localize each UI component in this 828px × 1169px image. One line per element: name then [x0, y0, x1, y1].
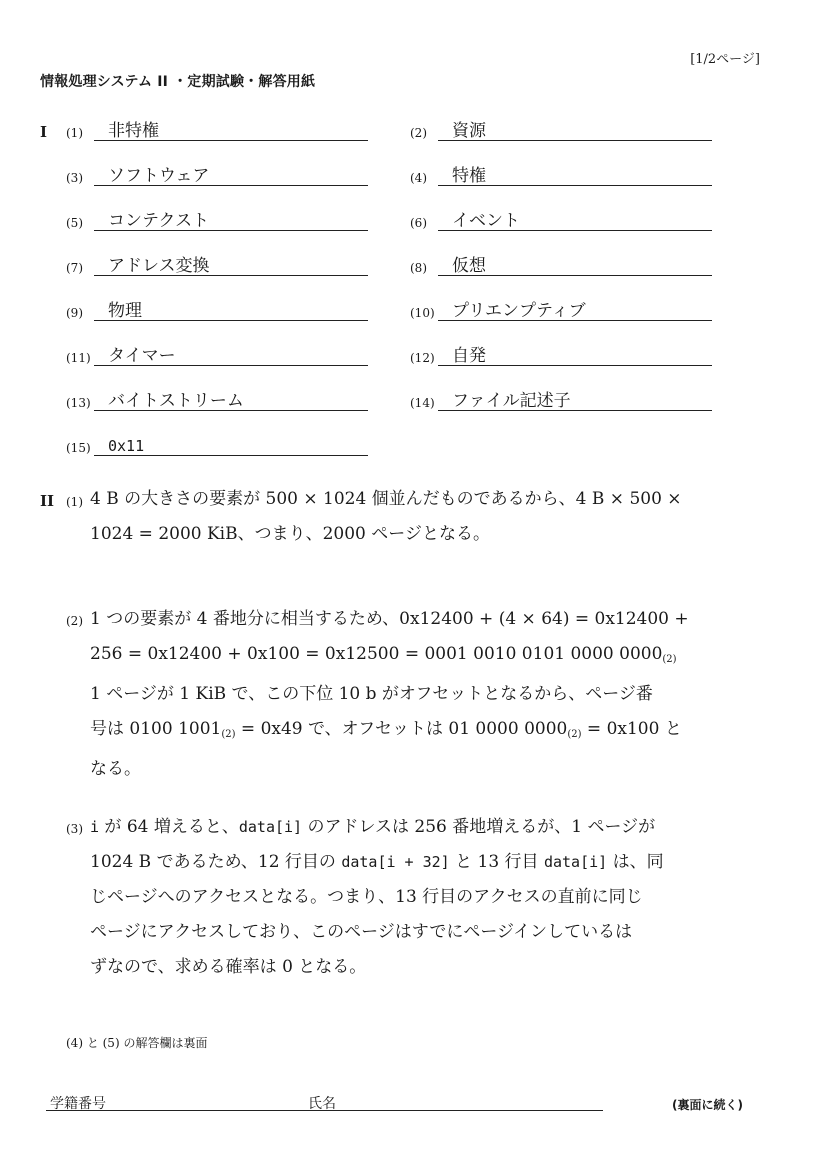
answer-field: ファイル記述子	[438, 392, 712, 411]
answer-number: (9)	[66, 306, 83, 320]
q2-line: 1 つの要素が 4 番地分に相当するため、0x12400 + (4 × 64) = 0x12400 +	[90, 609, 689, 629]
q2-line: 号は 0100 $1001_{(2)} = 0x49$ で、オフセットは 01 0000 $0000_{(2)} = 0x100$ と	[90, 719, 682, 740]
q2-line: 256 = 0x12400 + 0x100 = 0x12500 = 0001 0010 0101 0000 $0000_{(2)}$	[90, 644, 677, 665]
q2-line: 1 ページが 1 KiB で、この下位 10 b がオフセットとなるから、ページ番	[90, 684, 653, 704]
q2-number: (2)	[66, 614, 83, 628]
answer-number: (14)	[410, 396, 435, 410]
answer-number: (11)	[66, 351, 91, 365]
answer-field: ソフトウェア	[94, 167, 368, 186]
q1-line: 1024 = 2000 KiB、つまり、2000 ページとなる。	[90, 524, 490, 544]
q3-line: じページへのアクセスとなる。つまり、13 行目のアクセスの直前に同じ	[90, 887, 643, 907]
q3-number: (3)	[66, 822, 83, 836]
answer-field: アドレス変換	[94, 257, 368, 276]
answer-number: (5)	[66, 216, 83, 230]
answer-field: コンテクスト	[94, 212, 368, 231]
footer-signature-line	[46, 1110, 603, 1111]
answer-number: (1)	[66, 126, 83, 140]
answer-number: (15)	[66, 441, 91, 455]
answer-field: タイマー	[94, 347, 368, 366]
q1-answer	[90, 482, 702, 552]
answer-number: (6)	[410, 216, 427, 230]
answer-field: 特権	[438, 167, 712, 186]
page-number: [1/2ページ]	[690, 52, 760, 67]
answer-field: 自発	[438, 347, 712, 366]
q2-line: なる。	[90, 759, 141, 779]
back-side-note: (4) と (5) の解答欄は裏面	[66, 1036, 208, 1050]
answer-number: (7)	[66, 261, 83, 275]
answer-number: (3)	[66, 171, 83, 185]
q1-number: (1)	[66, 495, 83, 509]
answer-field: 0x11	[94, 437, 368, 456]
answer-number: (12)	[410, 351, 435, 365]
document-title: 情報処理システム II ・定期試験・解答用紙	[40, 74, 316, 90]
q2-answer	[90, 602, 702, 787]
q3-line: ページにアクセスしており、このページはすでにページインしているは	[90, 922, 633, 942]
answer-number: (13)	[66, 396, 91, 410]
answer-field: イベント	[438, 212, 712, 231]
q3-line: i が 64 増えると、data[i] のアドレスは 256 番地増えるが、1 ページが	[90, 817, 656, 837]
answer-field: プリエンプティブ	[438, 302, 712, 321]
answer-number: (10)	[410, 306, 435, 320]
section-1-mark: I	[40, 123, 48, 141]
continue-notice: (裏面に続く)	[672, 1098, 743, 1112]
answer-field: 資源	[438, 122, 712, 141]
student-id-label: 学籍番号	[50, 1096, 106, 1112]
answer-number: (2)	[410, 126, 427, 140]
q3-line: 1024 B であるため、12 行目の data[i + 32] と 13 行目 data[i] は、同	[90, 852, 664, 872]
q3-answer	[90, 810, 702, 985]
answer-field: 物理	[94, 302, 368, 321]
name-label: 氏名	[308, 1096, 336, 1112]
answer-field: 非特権	[94, 122, 368, 141]
q1-line: 4 B の大きさの要素が 500 × 1024 個並んだものであるから、4 B × 500 ×	[90, 489, 682, 509]
answer-field: 仮想	[438, 257, 712, 276]
answer-number: (8)	[410, 261, 427, 275]
answer-field: バイトストリーム	[94, 392, 368, 411]
answer-number: (4)	[410, 171, 427, 185]
section-2-mark: II	[40, 492, 55, 510]
q3-line: ずなので、求める確率は 0 となる。	[90, 957, 367, 977]
